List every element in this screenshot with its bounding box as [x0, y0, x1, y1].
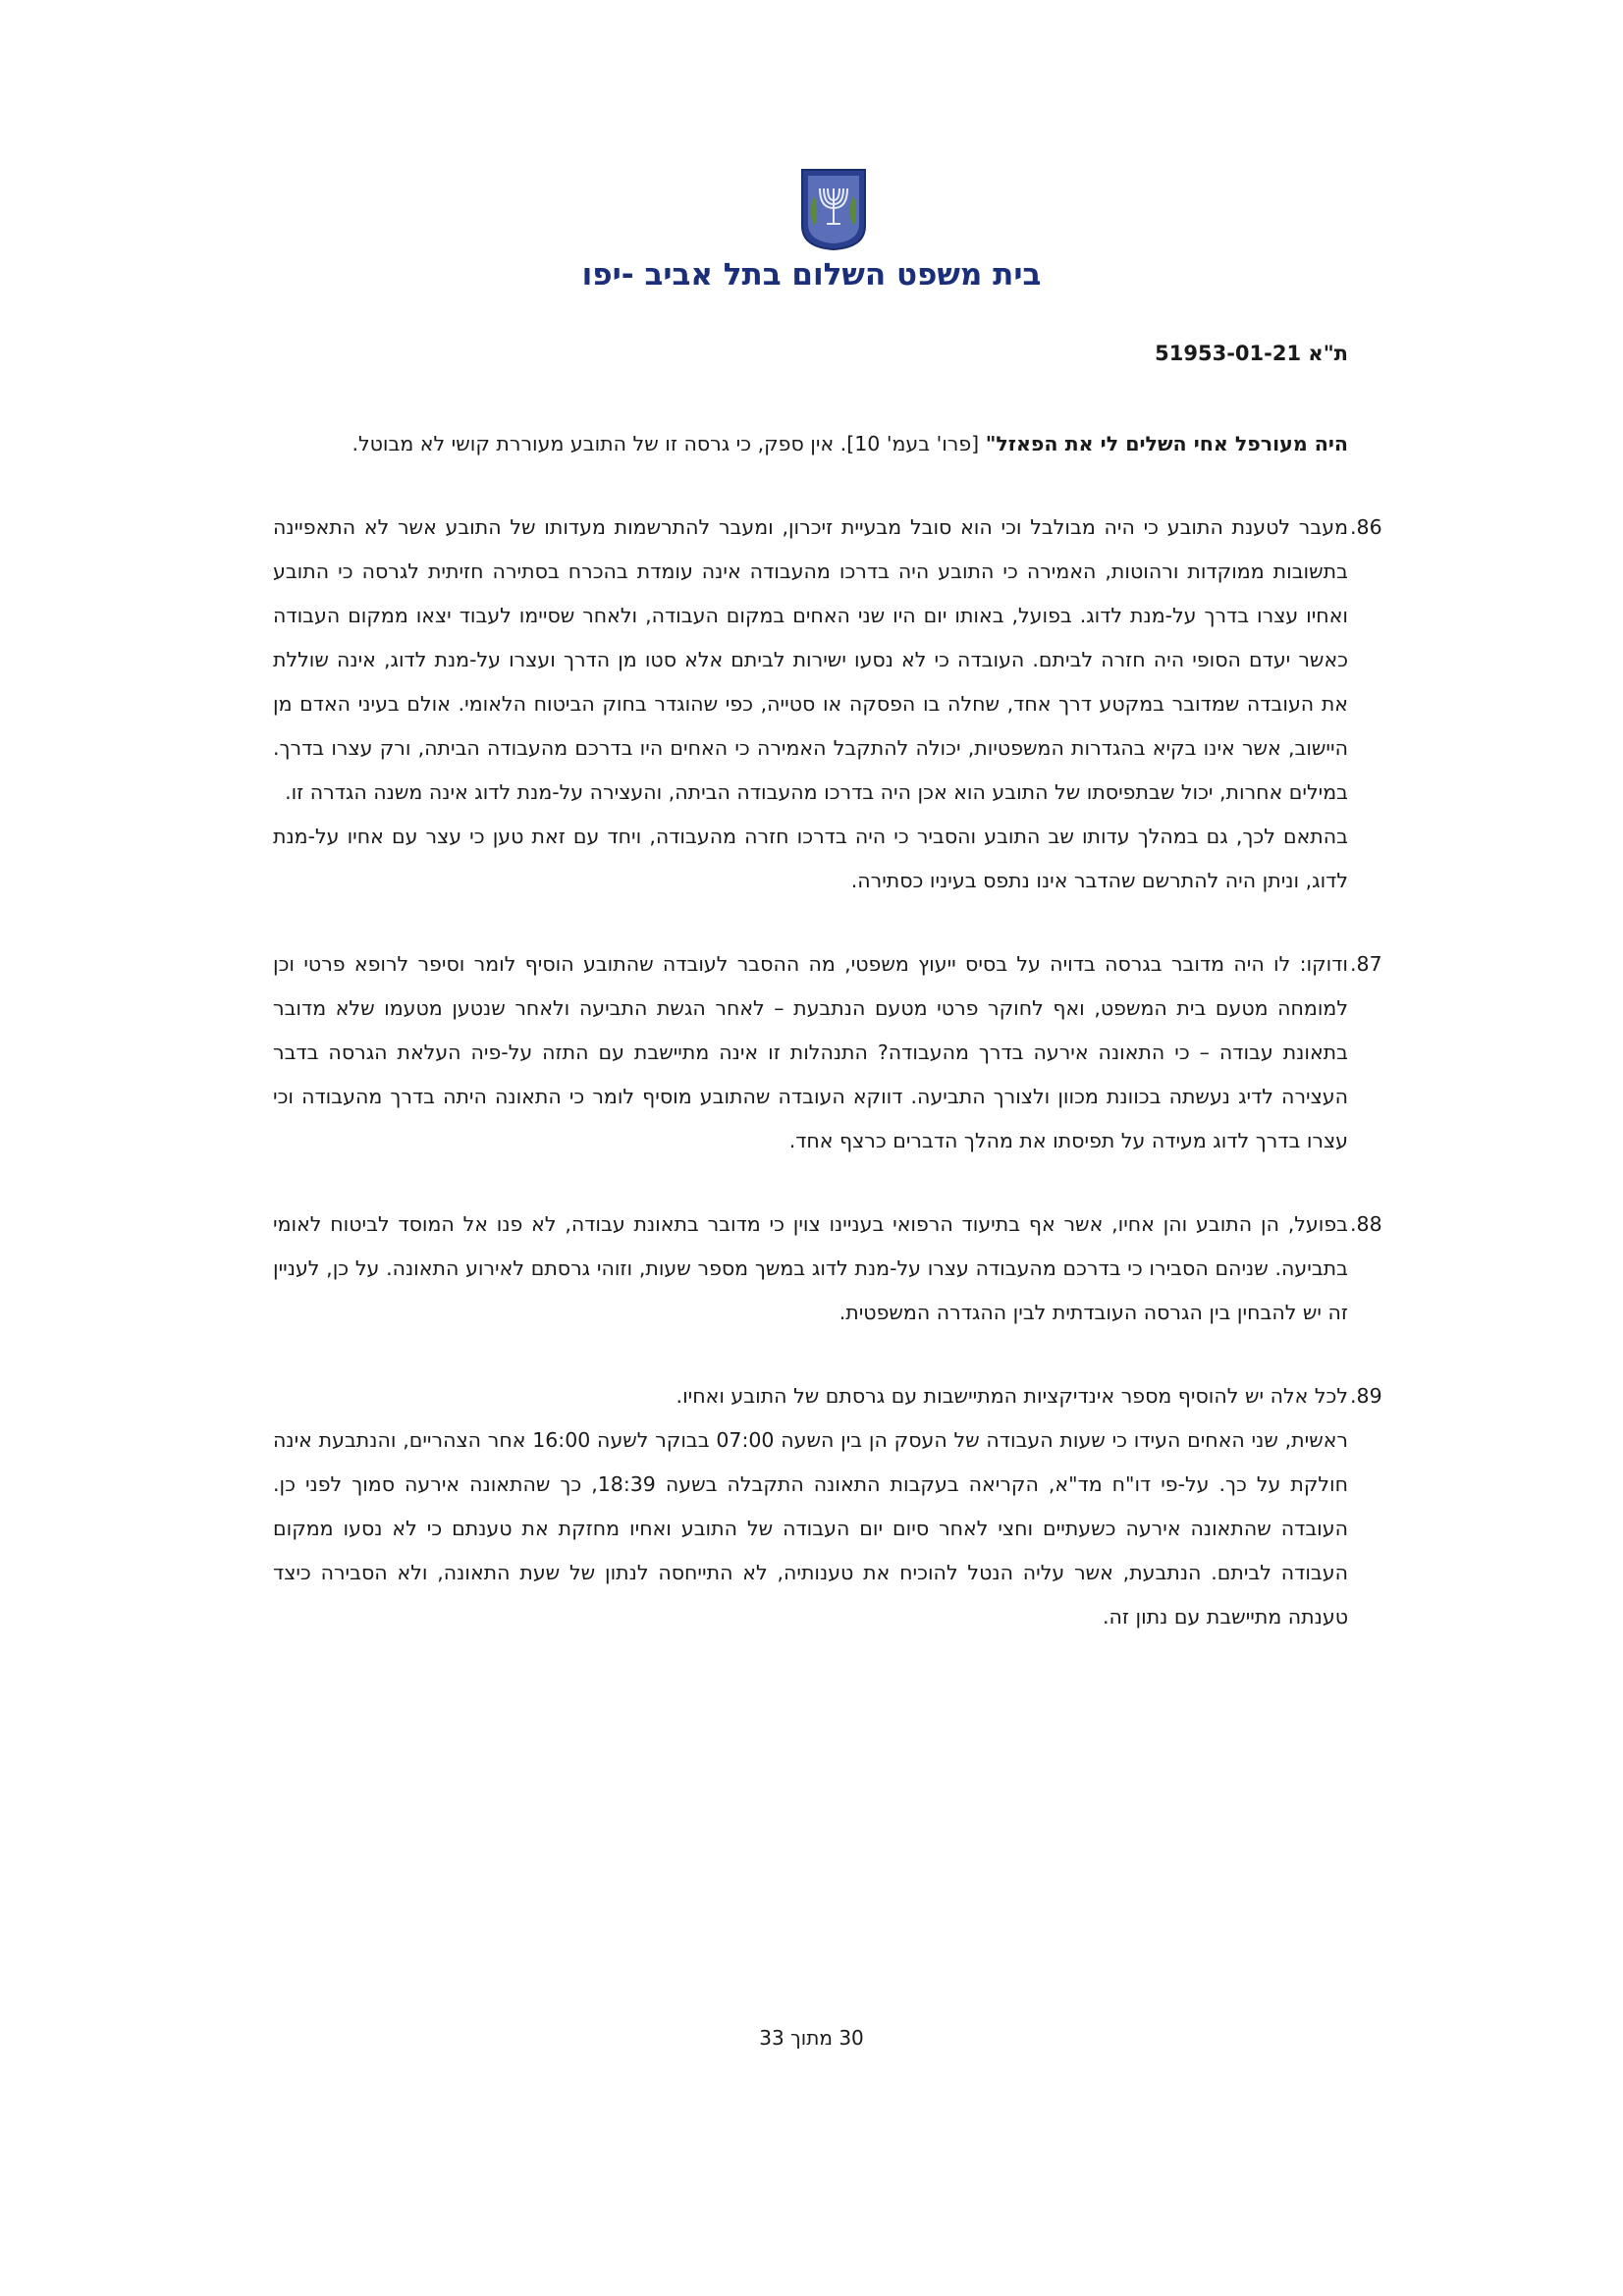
intro-quote: היה מעורפל אחי השלים לי את הפאזל" — [985, 432, 1348, 455]
case-prefix: ת"א — [1308, 342, 1348, 365]
paragraph-89 — [273, 1374, 1382, 1639]
paragraph-text: בפועל, הן התובע והן אחיו, אשר אף בתיעוד הרפואי בעניינו צוין כי מדובר בתאונת עבודה, לא פנו אל המוסד לביטוח לאומי בתביעה. שניהם הסבירו כי בדרכם מהעבודה עצרו על-מנת לדוג במשך מספר שעות, וזוהי גרסתם לאירוע התאונה. על כן, לעניין זה יש להבחין בין הגרסה העובדתית לבין ההגדרה המשפטית. — [273, 1212, 1348, 1324]
paragraph-continuation: בהתאם לכך, גם במהלך עדותו שב התובע והסביר כי היה בדרכו חזרה מהעבודה, ויחד עם זאת טען כי עצר עם אחיו על-מנת לדוג, וניתן היה להתרשם שהדבר אינו נתפס בעיניו כסתירה. — [273, 825, 1348, 892]
state-emblem-icon — [799, 167, 868, 251]
page-number: 30 מתוך 33 — [759, 2026, 864, 2050]
court-name: בית משפט השלום בתל אביב -יפו — [581, 257, 1042, 293]
paragraph-number: 88. — [1350, 1212, 1382, 1236]
paragraph-text: ודוקו: לו היה מדובר בגרסה בדויה על בסיס ייעוץ משפטי, מה ההסבר לעובדה שהתובע הוסיף לומר וסיפר לרופא פרטי וכן למומחה מטעם בית המשפט, ואף לחוקר פרטי מטעם הנתבעת – לאחר הגשת התביעה ולאחר שנטען מטעמו שלא מדובר בתאונת עבודה – כי התאונה אירעה בדרך מהעבודה? התנהלות זו אינה מתיישבת עם התזה על-פיה העלאת הגרסה בדבר העצירה לדיג נעשתה בכוונת מכוון ולצורך התביעה. דווקא העובדה שהתובע מוסיף לומר כי התאונה היתה בדרך מהעבודה וכי עצרו בדרך לדוג מעידה על תפיסתו את מהלך הדברים כרצף אחד. — [273, 952, 1348, 1152]
case-number-value: 51953-01-21 — [1155, 342, 1302, 365]
paragraph-number: 86. — [1350, 515, 1382, 539]
paragraph-continuation: ראשית, שני האחים העידו כי שעות העבודה של העסק הן בין השעה 07:00 בבוקר לשעה 16:00 אחר הצהריים, והנתבעת אינה חולקת על כך. על-פי דו"ח מד"א, הקריאה בעקבות התאונה התקבלה בשעה 18:39, כך שהתאונה אירעה סמוך לפני כן. העובדה שהתאונה אירעה כשעתיים וחצי לאחר סיום יום העבודה של התובע ואחיו מחזקת את טענתם כי לא נסעו ממקום העבודה לביתם. הנתבעת, אשר עליה הנטל להוכיח את טענותיה, לא התייחסה לנתון של שעת התאונה, ולא הסבירה כיצד טענתה מתיישבת עם נתון זה. — [273, 1428, 1348, 1629]
paragraph-text: לכל אלה יש להוסיף מספר אינדיקציות המתיישבות עם גרסתם של התובע ואחיו. — [676, 1384, 1348, 1408]
paragraph-86 — [273, 506, 1382, 903]
paragraph-number: 87. — [1350, 952, 1382, 976]
intro-text-line2: קושי לא מבוטל. — [352, 432, 490, 455]
judgment-body — [273, 422, 1382, 1639]
case-number — [1155, 342, 1348, 365]
intro-paragraph — [273, 422, 1348, 466]
paragraph-88 — [273, 1202, 1382, 1335]
intro-text-line1: [פרו' בעמ' 10]. אין ספק, כי גרסה זו של התובע מעוררת — [496, 432, 986, 455]
paragraph-number: 89. — [1350, 1384, 1382, 1408]
paragraph-text: מעבר לטענת התובע כי היה מבולבל וכי הוא סובל מבעיית זיכרון, ומעבר להתרשמות מעדותו של התובע אשר לא התאפיינה בתשובות ממוקדות ורהוטות, האמירה כי התובע היה בדרכו מהעבודה אינה עומדת בהכרח בסתירה חזיתית לגרסה כי התובע ואחיו עצרו בדרך על-מנת לדוג. בפועל, באותו יום היו שני האחים במקום העבודה, ולאחר שסיימו לעבוד יצאו ממקום העבודה כאשר יעדם הסופי היה חזרה לביתם. העובדה כי לא נסעו ישירות לביתם אלא סטו מן הדרך ועצרו על-מנת לדוג, אינה שוללת את העובדה שמדובר במקטע דרך אחד, שחלה בו הפסקה או סטייה, כפי שהוגדר בחוק הביטוח הלאומי. אולם בעיני האדם מן היישוב, אשר אינו בקיא בהגדרות המשפטיות, יכולה להתקבל האמירה כי האחים היו בדרכם מהעבודה הביתה, ורק עצרו בדרך. במילים אחרות, יכול שבתפיסתו של התובע הוא אכן היה בדרכו מהעבודה הביתה, והעצירה על-מנת לדוג אינה משנה הגדרה זו. — [273, 515, 1348, 804]
paragraph-87 — [273, 942, 1382, 1163]
